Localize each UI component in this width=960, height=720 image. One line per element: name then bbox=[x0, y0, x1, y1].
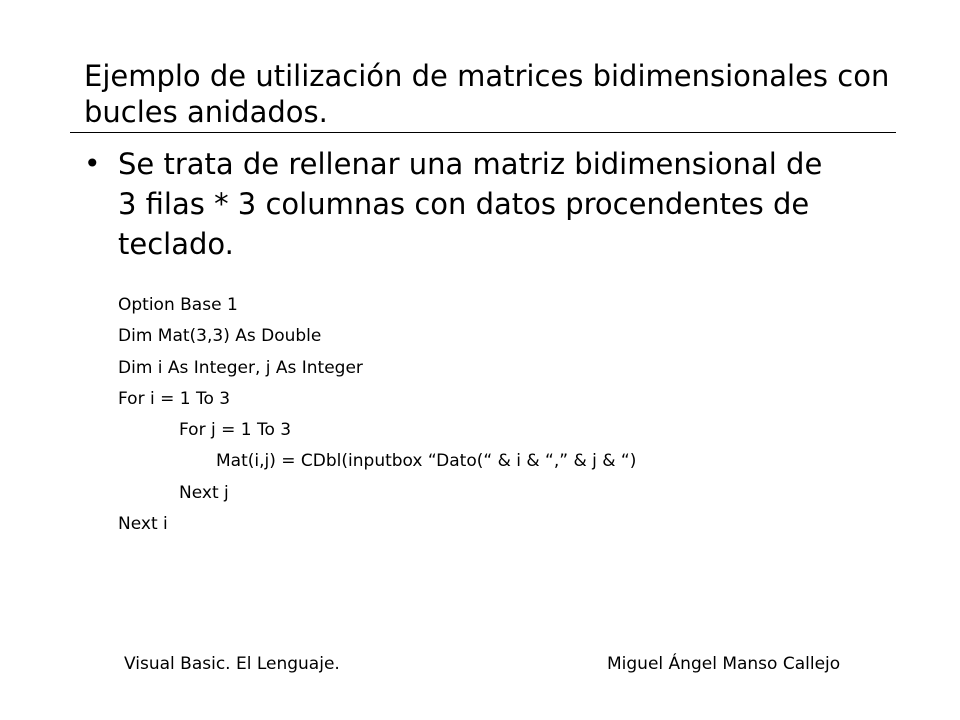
code-line: Mat(i,j) = CDbl(inputbox “Dato(“ & i & “,” & j & “) bbox=[216, 451, 637, 472]
code-line: Next i bbox=[118, 514, 168, 535]
bullet-text: Se trata de rellenar una matriz bidimensional de 3 filas * 3 columnas con datos procendentes de teclado. bbox=[118, 147, 823, 261]
code-line: For j = 1 To 3 bbox=[179, 420, 292, 441]
code-line: Option Base 1 bbox=[118, 295, 238, 315]
code-line: For i = 1 To 3 bbox=[118, 388, 231, 409]
code-line: Dim Mat(3,3) As Double bbox=[118, 326, 322, 347]
code-line: Dim i As Integer, j As Integer bbox=[118, 357, 363, 378]
title-divider bbox=[70, 132, 896, 133]
bullet-item bbox=[84, 144, 884, 264]
code-line: Next j bbox=[179, 482, 229, 503]
footer-course-title: Visual Basic. El Lenguaje. bbox=[124, 654, 340, 674]
slide-title: Ejemplo de utilización de matrices bidimensionales con bucles anidados. bbox=[84, 59, 890, 129]
bullet-marker: • bbox=[84, 147, 101, 180]
code-block bbox=[118, 290, 878, 540]
footer-author: Miguel Ángel Manso Callejo bbox=[607, 654, 841, 674]
